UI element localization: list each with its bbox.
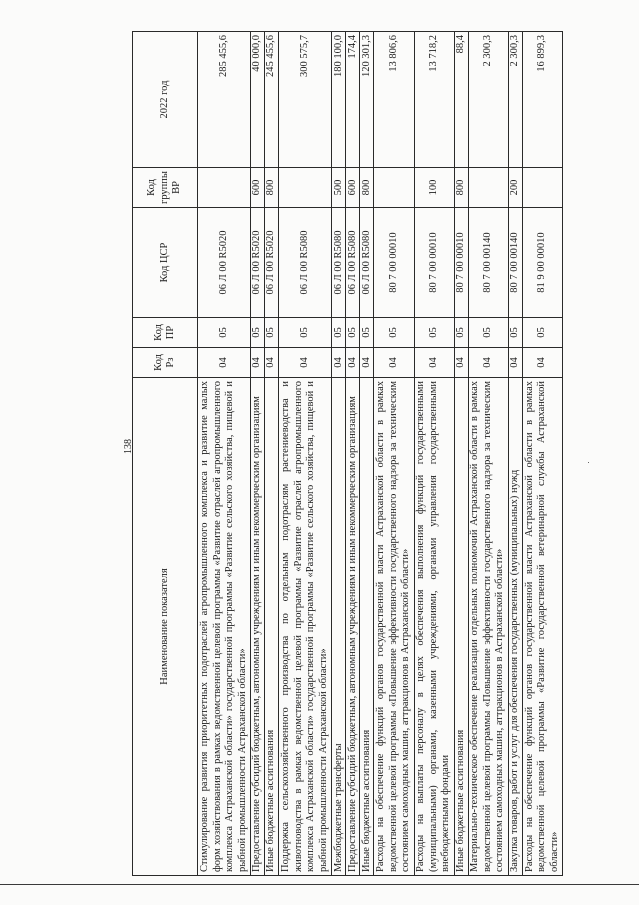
row-name-cell: Предоставление субсидий бюджетным, автономным учреждениям и иным некоммерческим организациям bbox=[346, 378, 360, 876]
row-csr-cell: 06 Л 00 R5020 bbox=[251, 208, 265, 318]
row-rz-cell: 04 bbox=[332, 348, 346, 378]
row-name-cell: Поддержка сельскохозяйственного производства по отдельным подотраслям растениеводства и животноводства в рамках ведомственной целевой программы «Развитие отраслей агропромышленного комплекса Астраханской области» государственной программы «Развитие сельского хозяйства, пищевой и рыбной промышленности Астраханской области» bbox=[279, 378, 332, 876]
scan-speck bbox=[588, 462, 589, 463]
table-row bbox=[346, 32, 360, 876]
table-row bbox=[332, 32, 346, 876]
row-csr-cell: 06 Л 00 R5020 bbox=[265, 208, 279, 318]
table-row bbox=[279, 32, 332, 876]
row-pr-cell: 05 bbox=[374, 318, 414, 348]
row-csr-cell: 06 Л 00 R5080 bbox=[279, 208, 332, 318]
row-csr-cell: 06 Л 00 R5080 bbox=[346, 208, 360, 318]
row-vr-cell: 100 bbox=[414, 168, 454, 208]
row-rz-cell: 04 bbox=[251, 348, 265, 378]
row-csr-cell: 06 Л 00 R5020 bbox=[198, 208, 251, 318]
row-name-cell: Материально-техническое обеспечение реализации отдельных полномочий Астраханской области в рамках ведомственной целевой программы «Повышение эффективности государственного надзора за техническим состоянием самоходных машин, аттракционов в Астраханской области» bbox=[468, 378, 508, 876]
row-value-cell: 2 300,3 bbox=[468, 32, 508, 168]
row-name-cell: Иные бюджетные ассигнования bbox=[265, 378, 279, 876]
row-pr-cell: 05 bbox=[279, 318, 332, 348]
row-pr-cell: 05 bbox=[454, 318, 468, 348]
row-name-cell: Стимулирование развития приоритетных подотраслей агропромышленного комплекса и развитие малых форм хозяйствования в рамках ведомственной целевой программы «Развитие отраслей агропромышленного комплекса Астраханской области» государственной программы «Развитие сельского хозяйства, пищевой и рыбной промышленности Астраханской области» bbox=[198, 378, 251, 876]
row-rz-cell: 04 bbox=[414, 348, 454, 378]
row-pr-cell: 05 bbox=[414, 318, 454, 348]
row-vr-cell: 500 bbox=[332, 168, 346, 208]
table-row bbox=[468, 32, 508, 876]
table-row bbox=[454, 32, 468, 876]
row-name-cell: Предоставление субсидий бюджетным, автономным учреждениям и иным некоммерческим организациям bbox=[251, 378, 265, 876]
row-vr-cell: 800 bbox=[454, 168, 468, 208]
row-value-cell: 16 899,3 bbox=[522, 32, 562, 168]
row-rz-cell: 04 bbox=[279, 348, 332, 378]
row-vr-cell bbox=[468, 168, 508, 208]
row-pr-cell: 05 bbox=[346, 318, 360, 348]
row-rz-cell: 04 bbox=[508, 348, 522, 378]
table-row bbox=[374, 32, 414, 876]
row-value-cell: 285 455,6 bbox=[198, 32, 251, 168]
row-rz-cell: 04 bbox=[374, 348, 414, 378]
rotated-table-container bbox=[132, 32, 563, 876]
row-pr-cell: 05 bbox=[265, 318, 279, 348]
budget-table bbox=[132, 31, 563, 876]
row-vr-cell: 600 bbox=[346, 168, 360, 208]
row-vr-cell bbox=[522, 168, 562, 208]
row-pr-cell: 05 bbox=[522, 318, 562, 348]
row-name-cell: Расходы на выплаты персоналу в целях обеспечения выполнения функций государственными (муниципальными) органами, казенными учреждениями, органами управления государственными внебюджетными фондами bbox=[414, 378, 454, 876]
row-rz-cell: 04 bbox=[265, 348, 279, 378]
row-vr-cell bbox=[198, 168, 251, 208]
row-pr-cell: 05 bbox=[508, 318, 522, 348]
row-rz-cell: 04 bbox=[360, 348, 374, 378]
header-rz: Код Рз bbox=[133, 348, 198, 378]
table-row bbox=[198, 32, 251, 876]
row-pr-cell: 05 bbox=[251, 318, 265, 348]
row-csr-cell: 06 Л 00 R5080 bbox=[360, 208, 374, 318]
table-row bbox=[360, 32, 374, 876]
row-rz-cell: 04 bbox=[468, 348, 508, 378]
row-vr-cell bbox=[374, 168, 414, 208]
row-vr-cell: 200 bbox=[508, 168, 522, 208]
row-rz-cell: 04 bbox=[198, 348, 251, 378]
row-rz-cell: 04 bbox=[454, 348, 468, 378]
row-vr-cell bbox=[279, 168, 332, 208]
page-edge-line bbox=[0, 884, 639, 885]
row-vr-cell: 600 bbox=[251, 168, 265, 208]
header-year: 2022 год bbox=[133, 32, 198, 168]
row-pr-cell: 05 bbox=[332, 318, 346, 348]
row-value-cell: 13 806,6 bbox=[374, 32, 414, 168]
header-row bbox=[133, 32, 198, 876]
header-pr: Код ПР bbox=[133, 318, 198, 348]
row-csr-cell: 80 7 00 00010 bbox=[374, 208, 414, 318]
row-csr-cell: 80 7 00 00140 bbox=[508, 208, 522, 318]
row-pr-cell: 05 bbox=[468, 318, 508, 348]
row-value-cell: 245 455,6 bbox=[265, 32, 279, 168]
table-row bbox=[251, 32, 265, 876]
header-vr: Код группы ВР bbox=[133, 168, 198, 208]
table-row bbox=[508, 32, 522, 876]
row-name-cell: Закупка товаров, работ и услуг для обеспечения государственных (муниципальных) нужд bbox=[508, 378, 522, 876]
row-csr-cell: 80 7 00 00140 bbox=[468, 208, 508, 318]
row-pr-cell: 05 bbox=[198, 318, 251, 348]
row-value-cell: 40 000,0 bbox=[251, 32, 265, 168]
row-value-cell: 2 300,3 bbox=[508, 32, 522, 168]
table-row bbox=[265, 32, 279, 876]
table-row bbox=[414, 32, 454, 876]
row-value-cell: 174,4 bbox=[346, 32, 360, 168]
row-rz-cell: 04 bbox=[522, 348, 562, 378]
row-csr-cell: 80 7 00 00010 bbox=[454, 208, 468, 318]
row-value-cell: 120 301,3 bbox=[360, 32, 374, 168]
header-csr: Код ЦСР bbox=[133, 208, 198, 318]
row-name-cell: Межбюджетные трансферты bbox=[332, 378, 346, 876]
row-value-cell: 88,4 bbox=[454, 32, 468, 168]
page-number: 138 bbox=[123, 439, 134, 454]
row-value-cell: 13 718,2 bbox=[414, 32, 454, 168]
row-name-cell: Иные бюджетные ассигнования bbox=[360, 378, 374, 876]
row-pr-cell: 05 bbox=[360, 318, 374, 348]
row-name-cell: Расходы на обеспечение функций органов государственной власти Астраханской области в рамках ведомственной целевой программы «Повышение эффективности государственного надзора за техническим состоянием самоходных машин, аттракционов в Астраханской области» bbox=[374, 378, 414, 876]
row-csr-cell: 06 Л 00 R5080 bbox=[332, 208, 346, 318]
row-rz-cell: 04 bbox=[346, 348, 360, 378]
row-vr-cell: 800 bbox=[360, 168, 374, 208]
row-csr-cell: 81 9 00 00010 bbox=[522, 208, 562, 318]
row-vr-cell: 800 bbox=[265, 168, 279, 208]
row-name-cell: Расходы на обеспечение функций органов государственной власти Астраханской области в рамках ведомственной целевой программы «Развитие государственной ветеринарной службы Астраханской области» bbox=[522, 378, 562, 876]
row-value-cell: 300 575,7 bbox=[279, 32, 332, 168]
row-value-cell: 180 100,0 bbox=[332, 32, 346, 168]
row-csr-cell: 80 7 00 00010 bbox=[414, 208, 454, 318]
header-name: Наименование показателя bbox=[133, 378, 198, 876]
table-row bbox=[522, 32, 562, 876]
row-name-cell: Иные бюджетные ассигнования bbox=[454, 378, 468, 876]
